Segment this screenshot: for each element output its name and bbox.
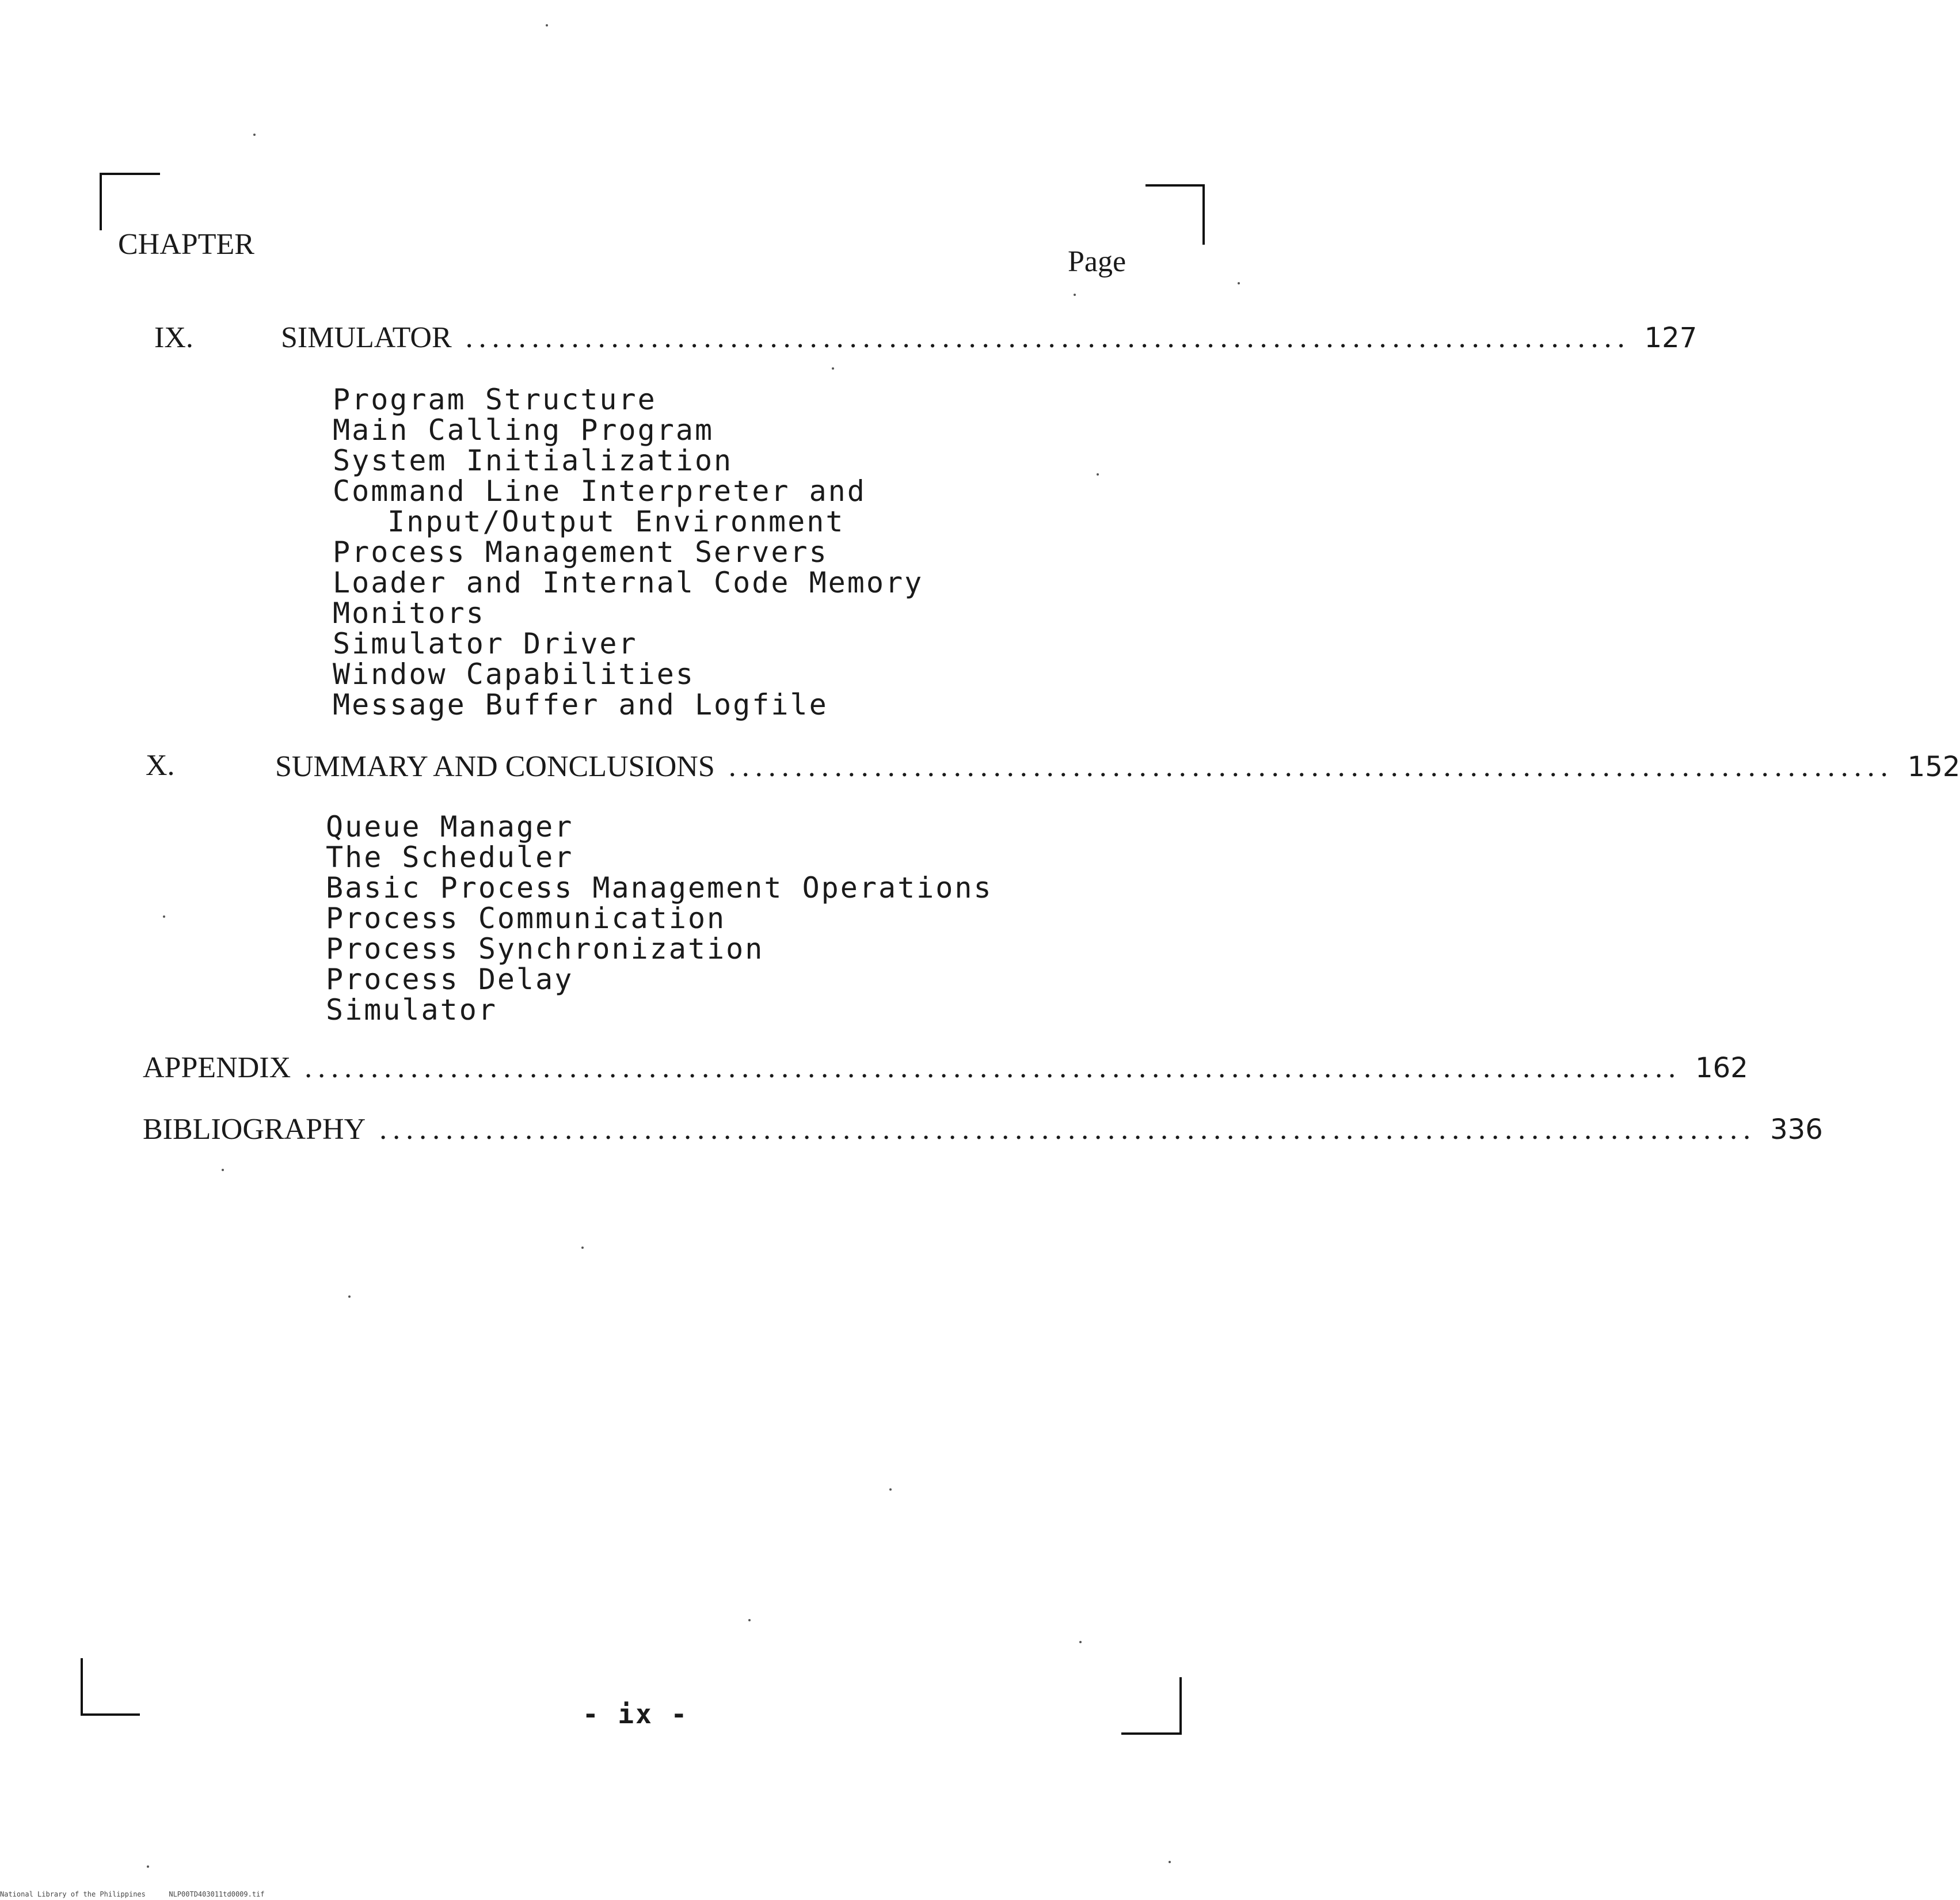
section-item: Simulator (326, 993, 497, 1027)
section-item: Loader and Internal Code Memory (333, 566, 924, 599)
crop-mark-bottom-right-horizontal (1121, 1732, 1182, 1735)
scan-speck (889, 1488, 892, 1491)
page-number: 152 (1907, 751, 1960, 783)
scan-speck (748, 1619, 751, 1621)
crop-mark-bottom-left-horizontal (81, 1713, 140, 1716)
section-list-chapter-ix (333, 385, 923, 720)
dot-leader: ........................................................................................................ (379, 1113, 1757, 1146)
scan-footer (0, 1890, 265, 1898)
section-item: Process Communication (326, 902, 726, 935)
section-list-chapter-x (326, 812, 993, 1025)
scan-speck (1238, 282, 1240, 284)
scan-speck (147, 1865, 149, 1868)
section-item: Program Structure (333, 383, 657, 416)
section-item: Window Capabilities (333, 658, 695, 691)
scan-speck (832, 367, 834, 370)
section-item: Simulator Driver (333, 627, 638, 660)
section-item: Process Synchronization (326, 932, 764, 966)
section-item: Process Delay (326, 963, 574, 996)
scan-speck (1079, 1641, 1082, 1643)
scan-speck (348, 1295, 351, 1298)
section-item: Queue Manager (326, 810, 574, 843)
crop-mark-bottom-right-vertical (1179, 1677, 1182, 1735)
section-item-continued: Input/Output Environment (387, 505, 845, 538)
toc-entry-simulator (281, 321, 1698, 355)
scan-speck (253, 134, 256, 136)
section-item: Message Buffer and Logfile (333, 688, 828, 721)
page-folio: - ix - (583, 1698, 689, 1730)
crop-mark-top-right-horizontal (1145, 184, 1205, 187)
dot-leader: ........................................................................................ (465, 321, 1631, 354)
scan-speck (1074, 294, 1076, 296)
toc-entry-appendix (143, 1051, 1748, 1085)
section-item: Basic Process Management Operations (326, 871, 993, 905)
section-item: Monitors (333, 596, 485, 630)
back-matter-title: BIBLIOGRAPHY (143, 1113, 366, 1146)
scan-speck (581, 1247, 584, 1249)
page-number: 336 (1770, 1114, 1823, 1146)
chapter-number-ix: IX. (154, 321, 193, 354)
scan-speck (1097, 473, 1099, 476)
crop-mark-top-right-vertical (1202, 184, 1205, 245)
scan-speck (1169, 1861, 1171, 1863)
page-column-header: Page (1068, 245, 1126, 278)
crop-mark-top-left-vertical (100, 173, 102, 230)
scan-file: NLP00TD403011td0009.tif (169, 1890, 265, 1898)
chapter-title: SIMULATOR (281, 321, 452, 354)
section-item: Main Calling Program (333, 413, 714, 447)
chapter-title: SUMMARY AND CONCLUSIONS (275, 750, 715, 783)
page-number: 162 (1695, 1052, 1748, 1084)
crop-mark-top-left-horizontal (100, 173, 160, 175)
back-matter-title: APPENDIX (143, 1051, 291, 1084)
section-item: The Scheduler (326, 841, 574, 874)
chapter-column-header: CHAPTER (118, 228, 254, 261)
crop-mark-bottom-left-vertical (81, 1658, 83, 1716)
scan-speck (163, 915, 165, 918)
toc-entry-bibliography (143, 1112, 1823, 1146)
scan-speck (546, 24, 548, 26)
toc-entry-summary-and-conclusions (275, 750, 1960, 784)
section-item: Process Management Servers (333, 535, 828, 569)
section-item: Command Line Interpreter and (333, 474, 866, 508)
page-number: 127 (1644, 322, 1698, 354)
dot-leader: ........................................................................................ (728, 750, 1894, 783)
chapter-number-x: X. (146, 749, 175, 782)
scan-source: National Library of the Philippines (0, 1890, 146, 1898)
scan-speck (222, 1169, 224, 1171)
dot-leader: ........................................................................................................ (305, 1051, 1682, 1084)
section-item: System Initialization (333, 444, 733, 477)
